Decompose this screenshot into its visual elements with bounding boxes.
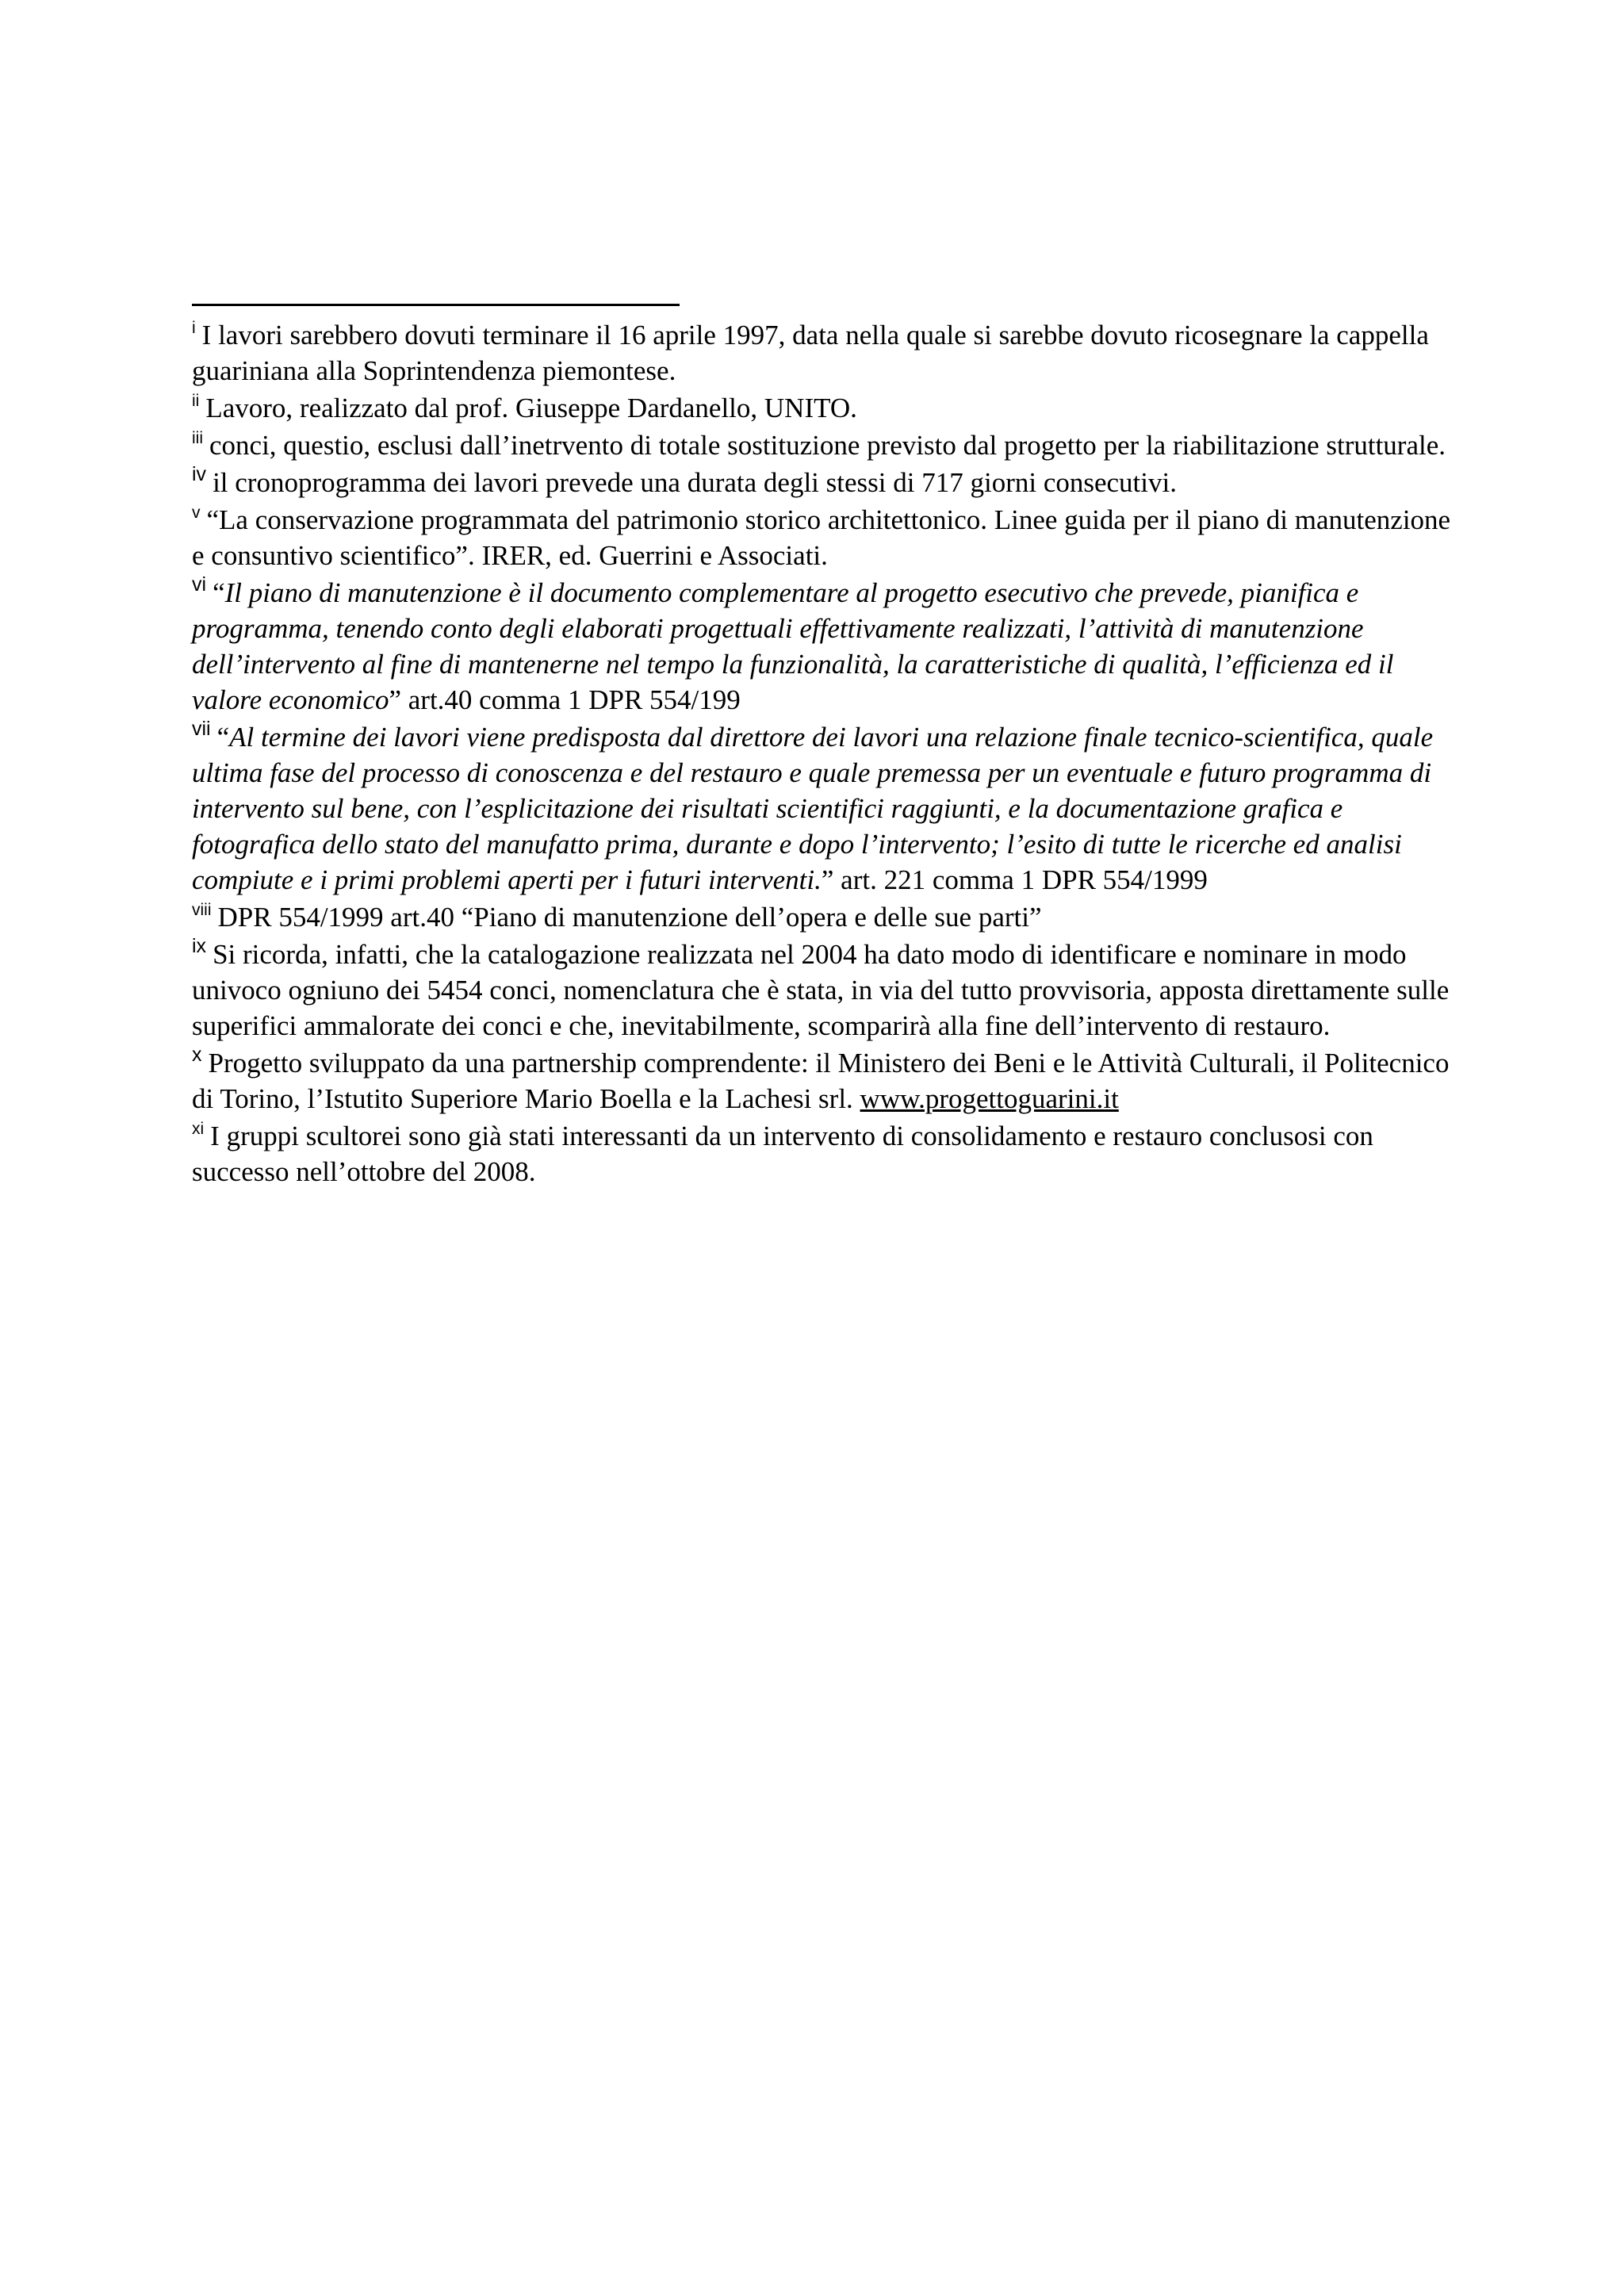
footnote-marker: x	[192, 1044, 202, 1066]
footnote-marker: xi	[192, 1120, 205, 1138]
footnote-text: conci, questio, esclusi dall’inetrvento di totale sostituzione previsto dal progetto per la riabilitazione strutturale.	[209, 430, 1446, 461]
footnote-x	[192, 1045, 1461, 1117]
footnote-marker: v	[192, 504, 201, 522]
website-link[interactable]: www.progettoguarini.it	[860, 1083, 1119, 1114]
footnote-text: I gruppi scultorei sono già stati interessanti da un intervento di consolidamento e restauro conclusosi con successo nell’ottobre del 2008.	[192, 1121, 1373, 1187]
footnote-xi	[192, 1118, 1461, 1190]
footnote-ix	[192, 937, 1461, 1044]
footnote-text: il cronoprogramma dei lavori prevede una durata degli stessi di 717 giorni consecutivi.	[213, 467, 1177, 498]
footnote-text: Lavoro, realizzato dal prof. Giuseppe Dardanello, UNITO.	[205, 393, 857, 423]
footnote-quoted-text: Al termine dei lavori viene predisposta dal direttore dei lavori una relazione finale tecnico-scientifica, quale ultima fase del processo di conoscenza e del restauro e quale premessa per un eventuale e futuro programma di intervento sul bene, con l’esplicitazione dei risultati scientifici raggiunti, e la documentazione grafica e fotografica dello stato del manufatto prima, durante e dopo l’intervento; l’esito di tutte le ricerche ed analisi compiute e i primi problemi aperti per i futuri interventi.	[192, 722, 1434, 895]
footnote-marker: iv	[192, 463, 207, 485]
footnote-marker: i	[192, 319, 196, 337]
footnote-marker: viii	[192, 901, 212, 919]
footnote-text: I lavori sarebbero dovuti terminare il 16 aprile 1997, data nella quale si sarebbe dovuto ricosegnare la cappella guariniana alla Soprintendenza piemontese.	[192, 320, 1429, 386]
footnote-open-quote: “	[213, 577, 225, 608]
footnote-iii	[192, 427, 1461, 463]
footnote-text: Progetto sviluppato da una partnership comprendente: il Ministero dei Beni e le Attività Culturali, il Politecnico di Torino, l’Istutito Superiore Mario Boella e la Lachesi srl.	[192, 1048, 1450, 1114]
footnote-marker: iii	[192, 429, 203, 447]
footnote-citation: ” art. 221 comma 1 DPR 554/1999	[821, 864, 1208, 895]
footnote-v	[192, 502, 1461, 573]
footnote-citation: ” art.40 comma 1 DPR 554/199	[389, 684, 741, 715]
footnote-open-quote: “	[216, 722, 230, 753]
footnote-separator	[192, 304, 680, 306]
footnote-text: DPR 554/1999 art.40 “Piano di manutenzione dell’opera e delle sue parti”	[217, 902, 1042, 933]
footnote-text: Si ricorda, infatti, che la catalogazione realizzata nel 2004 ha dato modo di identificare e nominare in modo univoco ogniuno dei 5454 conci, nomenclatura che è stata, in via del tutto provvisoria, apposta direttamente sulle superifici ammalorate dei conci e che, inevitabilmente, scomparirà alla fine dell’intervento di restauro.	[192, 939, 1450, 1041]
footnote-iv	[192, 465, 1461, 500]
footnote-marker: ix	[192, 935, 207, 957]
footnote-i	[192, 317, 1461, 389]
footnote-text: “La conservazione programmata del patrimonio storico architettonico. Linee guida per il piano di manutenzione e consuntivo scientifico”. IRER, ed. Guerrini e Associati.	[192, 504, 1451, 571]
footnote-vi	[192, 575, 1461, 718]
footnote-viii	[192, 899, 1461, 935]
footnote-marker: ii	[192, 392, 200, 410]
footnotes-list	[192, 317, 1461, 1191]
footnote-marker: vii	[192, 718, 211, 740]
footnote-vii	[192, 719, 1461, 898]
footnote-ii	[192, 390, 1461, 426]
footnote-quoted-text: Il piano di manutenzione è il documento complementare al progetto esecutivo che prevede, pianifica e programma, tenendo conto degli elaborati progettuali effettivamente realizzati, l’attività di manutenzione dell’intervento al fine di mantenerne nel tempo la funzionalità, la caratteristiche di qualità, l’efficienza ed il valore economico	[192, 577, 1394, 715]
footnote-marker: vi	[192, 573, 207, 596]
